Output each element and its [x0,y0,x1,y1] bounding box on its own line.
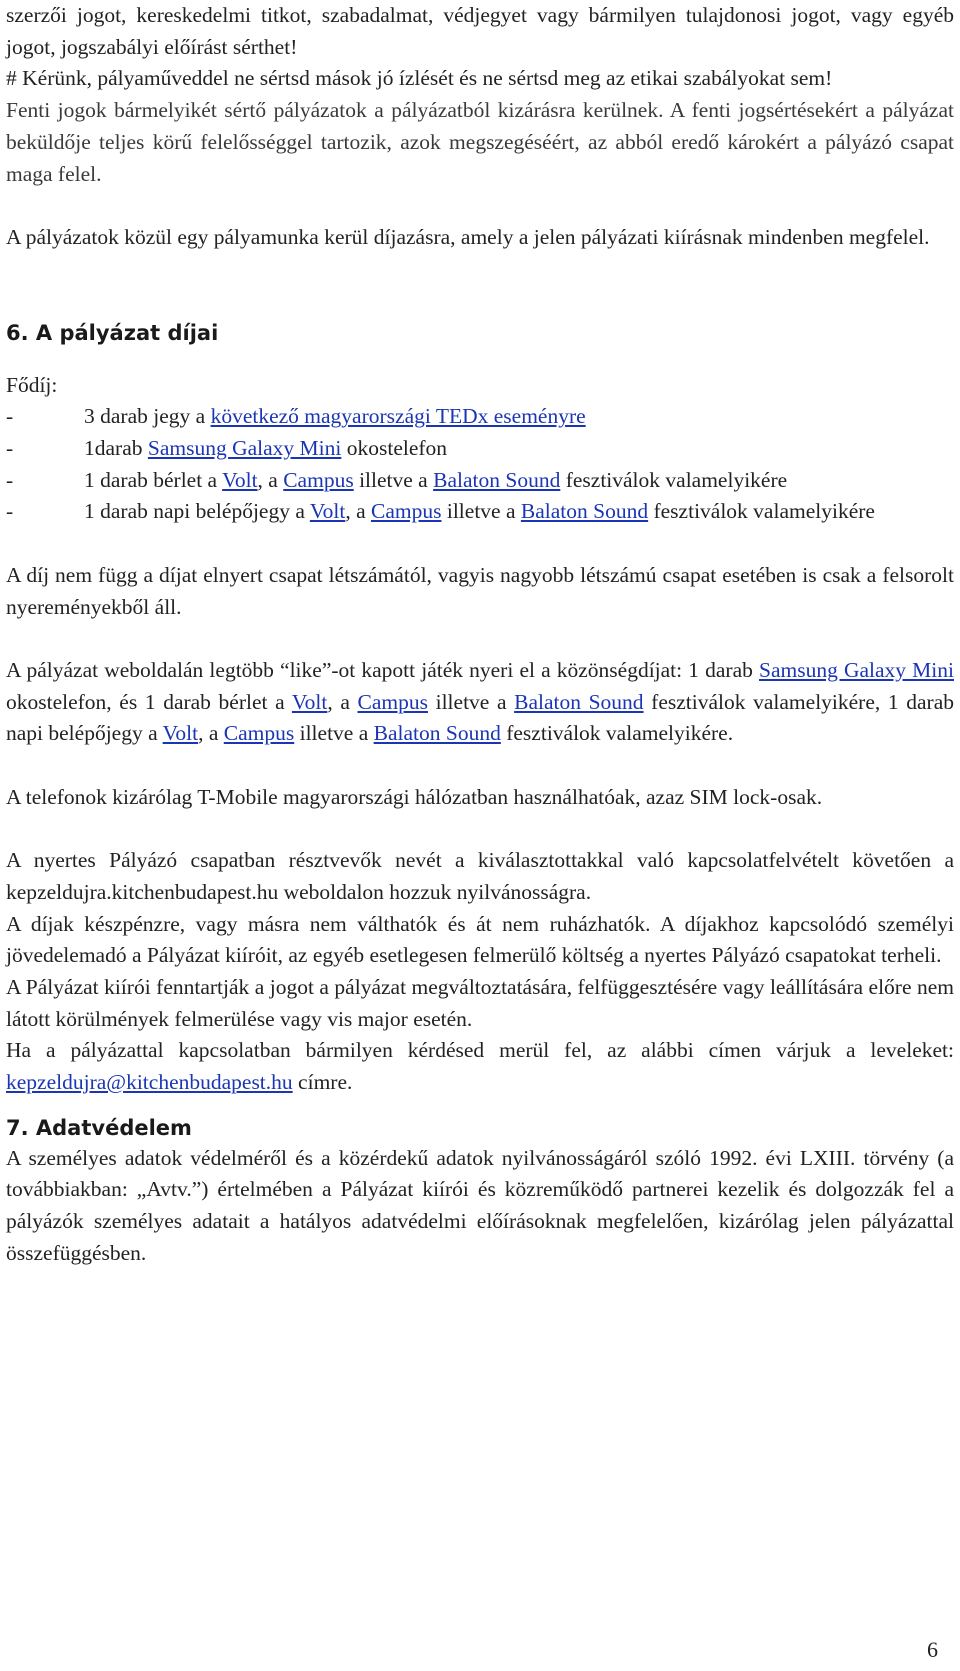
tedx-link[interactable]: következő magyarországi TEDx eseményre [210,404,586,429]
page-number: 6 [927,1637,938,1662]
audience-prize-paragraph: A pályázat weboldalán legtöbb “like”-ot kapott játék nyeri el a közönségdíjat: 1 darab Samsung Galaxy Mini okostelefon, és 1 darab bérlet a Volt, a Campus illetve a Balaton Sound fesztiválok valamelyikére, 1 darab napi belépőjegy a Volt, a Campus illetve a Balaton Sound fesztiválok valamelyikére. [6,657,954,746]
organizer-rights-paragraph: A Pályázat kiírói fenntartják a jogot a pályázat megváltoztatására, felfüggesztésére vagy leállítására előre nem látott körülmények felmerülése vagy vis major esetén. [6,974,954,1031]
campus-link[interactable]: Campus [357,689,428,714]
section-7-heading: 7. Adatvédelem [6,1115,192,1140]
balaton-sound-link[interactable]: Balaton Sound [373,721,501,746]
campus-link[interactable]: Campus [223,721,295,746]
list-dash: - [6,404,14,429]
intro-line-2: # Kérünk, pályaműveddel ne sértsd mások jó ízlését és ne sértsd meg az etikai szabályokat sem! [6,66,833,91]
samsung-link[interactable]: Samsung Galaxy Mini [147,436,342,461]
balaton-sound-link[interactable]: Balaton Sound [520,499,649,524]
section-6-heading: 6. A pályázat díjai [6,320,219,345]
award-paragraph: A pályázatok közül egy pályamunka kerül díjazásra, amely a jelen pályázati kiírásnak mindenben megfelel. [6,224,930,249]
list-dash: - [6,499,14,524]
volt-link[interactable]: Volt [291,689,328,714]
prize-tax-paragraph: A díjak készpénzre, vagy másra nem válthatók és át nem ruházhatók. A díjakhoz kapcsolódó személyi jövedelemadó a Pályázat kiíróit, az egyéb esetlegesen felmerülő költség a nyertes Pályázó csapatokat terheli. [6,911,954,968]
balaton-sound-link[interactable]: Balaton Sound [433,467,561,492]
fodij-label: Fődíj: [6,372,58,397]
list-dash: - [6,467,14,492]
volt-link[interactable]: Volt [309,499,346,524]
balaton-sound-link[interactable]: Balaton Sound [514,689,644,714]
winner-announce-paragraph: A nyertes Pályázó csapatban résztvevők nevét a kiválasztottakkal való kapcsolatfelvételt követően a kepzeldujra.kitchenbudapest.hu weboldalon hozzuk nyilvánosságra. [6,848,954,904]
contact-email-link[interactable]: kepzeldujra@kitchenbudapest.hu [6,1070,293,1095]
tmobile-paragraph: A telefonok kizárólag T-Mobile magyarországi hálózatban használhatóak, azaz SIM lock-osak. [6,784,823,809]
campus-link[interactable]: Campus [371,499,442,524]
volt-link[interactable]: Volt [162,721,199,746]
prize-item-4: - 1 darab napi belépőjegy a Volt, a Campus illetve a Balaton Sound fesztiválok valamelyikére [6,496,954,528]
samsung-link[interactable]: Samsung Galaxy Mini [759,657,954,682]
prize-item-1: - 3 darab jegy a következő magyarországi TEDx eseményre [6,401,954,433]
intro-line-1: szerzői jogot, kereskedelmi titkot, szabadalmat, védjegyet vagy bármilyen tulajdonosi jogot, vagy egyéb jogot, jogszabályi előírást sérthet! [6,3,954,59]
violation-paragraph: Fenti jogok bármelyikét sértő pályázatok a pályázatból kizárásra kerülnek. A fenti jogsértésekért a pályázat beküldője teljes körű felelősséggel tartozik, azok megszegéséért, az abból eredő károkért a pályázó csapat maga felel. [6,98,954,186]
list-dash: - [6,436,14,461]
campus-link[interactable]: Campus [283,467,354,492]
prize-item-2: - 1darab Samsung Galaxy Mini okostelefon [6,433,954,465]
document-page [6,0,954,1270]
volt-link[interactable]: Volt [222,467,258,492]
prize-note-paragraph: A díj nem függ a díjat elnyert csapat létszámától, vagyis nagyobb létszámú csapat esetében is csak a felsorolt nyereményekből áll. [6,562,954,619]
contact-paragraph: Ha a pályázattal kapcsolatban bármilyen kérdésed merül fel, az alábbi címen várjuk a leveleket: kepzeldujra@kitchenbudapest.hu címre. [6,1038,954,1095]
data-protection-paragraph: A személyes adatok védelméről és a közérdekű adatok nyilvánosságáról szóló 1992. évi LXIII. törvény (a továbbiakban: „Avtv.”) értelmében a Pályázat kiírói és közreműködő partnerei kezelik és dolgozzák fel a pályázók személyes adatait a hatályos adatvédelmi előírásoknak megfelelően, kizárólag jelen pályázattal összefüggésben. [6,1145,954,1265]
prize-item-3: - 1 darab bérlet a Volt, a Campus illetve a Balaton Sound fesztiválok valamelyikére [6,465,954,497]
